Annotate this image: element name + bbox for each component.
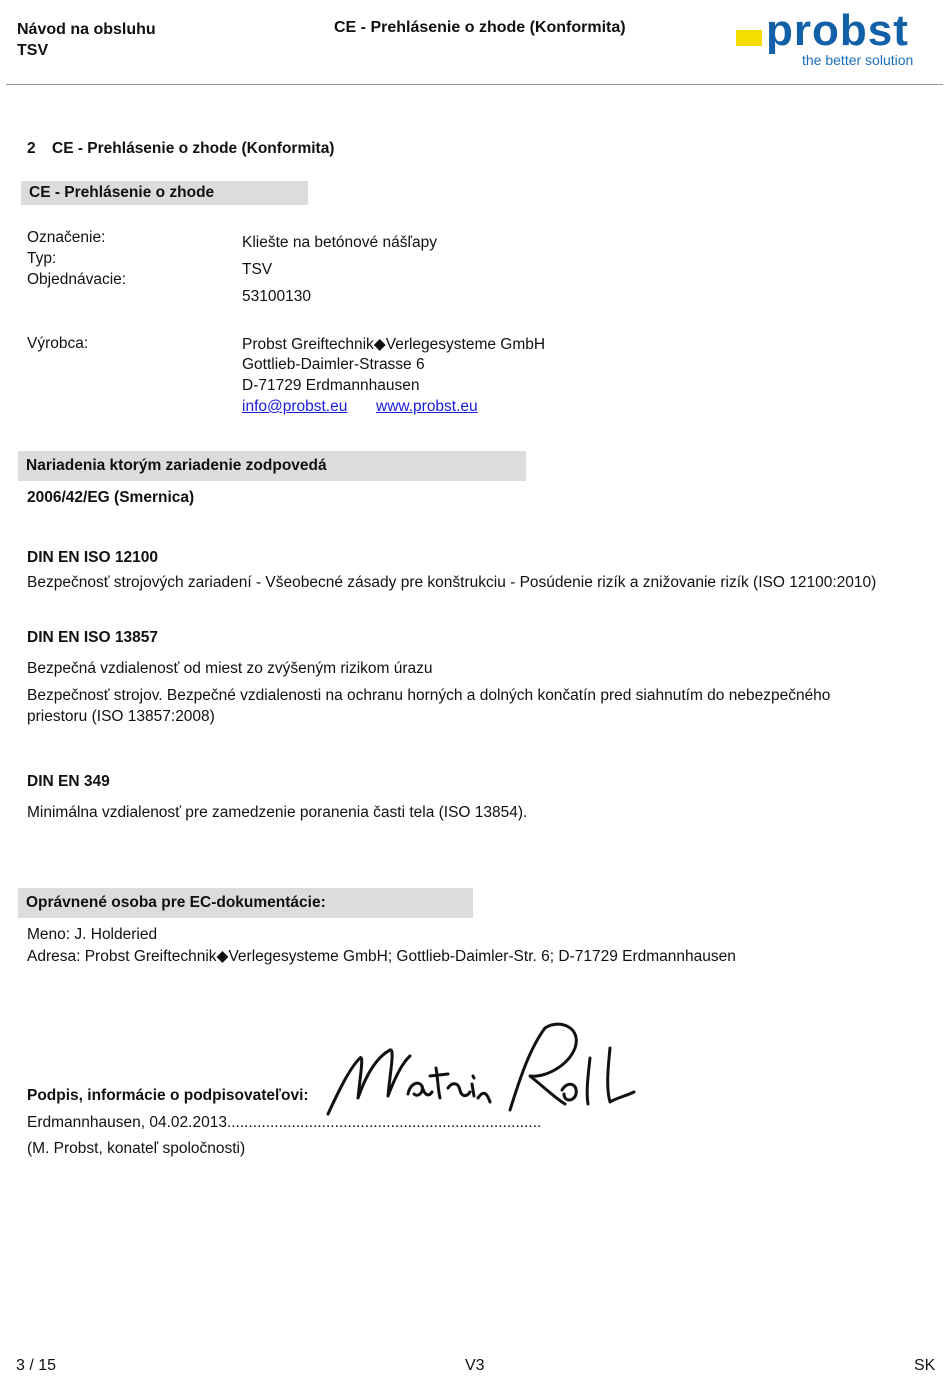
product-name: TSV	[17, 42, 49, 59]
manufacturer-street: Gottlieb-Daimler-Strasse 6	[242, 356, 425, 373]
standard-code: DIN EN ISO 13857	[27, 629, 158, 646]
declaration-band	[21, 181, 308, 205]
section-title: CE - Prehlásenie o zhode (Konformita)	[52, 140, 335, 157]
section-number: 2	[27, 140, 36, 157]
logo-word: probst	[766, 6, 909, 55]
authorized-name: Meno: J. Holderied	[27, 926, 158, 943]
label-order: Objednávacie:	[27, 271, 127, 288]
probst-logo	[736, 6, 936, 73]
regulations-band-label: Nariadenia ktorým zariadenie zodpovedá	[26, 457, 327, 474]
authorized-band	[18, 888, 473, 918]
place-date: Erdmannhausen, 04.02.2013.........................................................................	[27, 1114, 542, 1131]
doc-type: Návod na obsluhu	[17, 21, 156, 38]
language-code: SK	[914, 1357, 936, 1374]
label-manufacturer: Výrobca:	[27, 335, 89, 352]
handwritten-signature	[320, 1018, 640, 1118]
label-type: Typ:	[27, 250, 57, 267]
declaration-band-label: CE - Prehlásenie o zhode	[29, 184, 215, 201]
website-link[interactable]: www.probst.eu	[376, 398, 478, 415]
standard-line: Minimálna vzdialenosť pre zamedzenie poranenia časti tela (ISO 13854).	[27, 804, 528, 821]
header-divider	[6, 84, 943, 85]
directive: 2006/42/EG (Smernica)	[27, 489, 195, 506]
standard-line: Bezpečnosť strojov. Bezpečné vzdialenosti na ochranu horných a dolných končatín pred siahnutím do nebezpečného	[27, 687, 831, 704]
standard-line: Bezpečná vzdialenosť od miest zo zvýšeným rizikom úrazu	[27, 660, 433, 677]
page-number: 3 / 15	[16, 1357, 57, 1374]
email-link[interactable]: info@probst.eu	[242, 398, 348, 415]
authorized-address: Adresa: Probst Greiftechnik◆Verlegesysteme GmbH; Gottlieb-Daimler-Str. 6; D-71729 Erdmannhausen	[27, 948, 736, 965]
standard-line: Bezpečnosť strojových zariadení - Všeobecné zásady pre konštrukciu - Posúdenie rizík a znižovanie rizík (ISO 12100:2010)	[27, 574, 877, 591]
manufacturer-city: D-71729 Erdmannhausen	[242, 377, 420, 394]
standard-code: DIN EN 349	[27, 773, 110, 790]
signature-label: Podpis, informácie o podpisovateľovi:	[27, 1087, 309, 1104]
regulations-band	[18, 451, 526, 481]
logo-tagline: the better solution	[802, 52, 914, 68]
standard-line: priestoru (ISO 13857:2008)	[27, 708, 215, 725]
standard-code: DIN EN ISO 12100	[27, 549, 158, 566]
signer-name: (M. Probst, konateľ spoločnosti)	[27, 1140, 246, 1157]
version: V3	[465, 1357, 485, 1374]
manufacturer-name: Probst Greiftechnik◆Verlegesysteme GmbH	[242, 336, 546, 353]
logo-bar-icon	[736, 30, 762, 46]
value-order: 53100130	[242, 288, 311, 305]
value-type: TSV	[242, 261, 273, 278]
value-designation: Kliešte na betónové nášľapy	[242, 234, 437, 251]
label-designation: Označenie:	[27, 229, 106, 246]
authorized-band-label: Oprávnené osoba pre EC-dokumentácie:	[26, 894, 326, 911]
header-left	[17, 19, 156, 61]
header-title: CE - Prehlásenie o zhode (Konformita)	[334, 19, 626, 36]
